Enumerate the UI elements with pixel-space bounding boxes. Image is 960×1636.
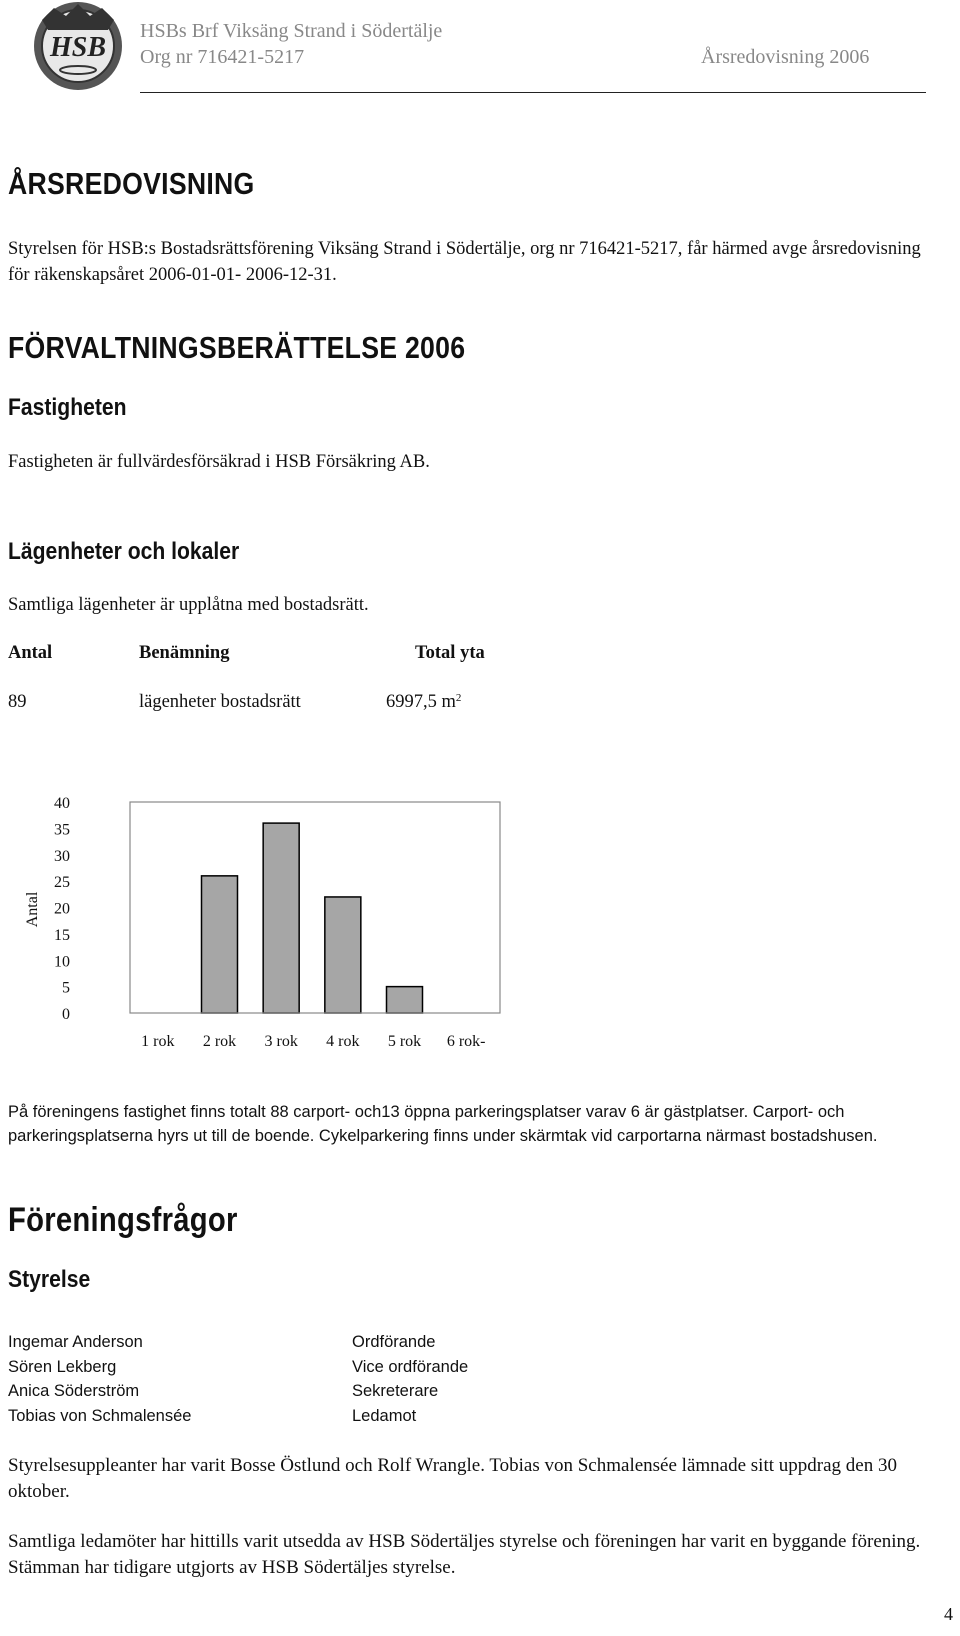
bar-5-rok xyxy=(387,987,423,1013)
lagenheter-text: Samtliga lägenheter är upplåtna med bostadsrätt. xyxy=(8,595,369,615)
board-member-role: Vice ordförande xyxy=(352,1357,469,1376)
y-tick-label: 0 xyxy=(62,1006,70,1023)
svg-text:HSB: HSB xyxy=(49,32,107,63)
header-rule xyxy=(140,92,926,93)
board-member-role: Ordförande xyxy=(352,1333,436,1351)
parking-paragraph: På föreningens fastighet finns totalt 88 carport- och13 öppna parkeringsplatser varav 6 är gästplatser. Carport- och parkeringsplatserna hyrs ut till de boende. Cykelparkering finns under skärmtak vid carportarna närmast bostadshusen. xyxy=(8,1103,878,1145)
board-member-role: Ledamot xyxy=(352,1406,417,1425)
y-tick-label: 40 xyxy=(54,795,70,812)
board-member-name: Anica Söderström xyxy=(8,1382,140,1400)
y-tick-label: 30 xyxy=(54,847,70,865)
x-tick-label: 1 rok xyxy=(141,1033,175,1050)
y-tick-label: 20 xyxy=(54,900,70,918)
page-title: ÅRSREDOVISNING xyxy=(8,166,255,201)
column-total-yta: Total yta xyxy=(415,643,485,663)
x-tick-label: 5 rok xyxy=(387,1033,422,1050)
section-title: FÖRVALTNINGSBERÄTTELSE 2006 xyxy=(8,330,466,365)
y-tick-label: 25 xyxy=(54,874,70,892)
column-benamning: Benämning xyxy=(139,643,230,663)
board-member-role: Sekreterare xyxy=(352,1382,439,1400)
x-tick-label: 4 rok xyxy=(326,1033,360,1050)
y-tick-label: 10 xyxy=(54,953,70,971)
x-tick-label: 2 rok xyxy=(202,1033,237,1050)
x-tick-label: 6 rok- xyxy=(446,1033,486,1050)
styrelse-heading: Styrelse xyxy=(8,1266,91,1293)
header-org-number: Org nr 716421-5217 xyxy=(140,46,305,68)
hsb-logo xyxy=(28,0,128,94)
row-antal: 89 xyxy=(8,692,27,712)
bar-4-rok xyxy=(325,897,361,1013)
fastigheten-text: Fastigheten är fullvärdesförsäkrad i HSB Försäkring AB. xyxy=(8,452,430,472)
bar-3-rok xyxy=(263,823,299,1013)
board-member-name: Ingemar Anderson xyxy=(8,1333,143,1351)
fastigheten-heading: Fastigheten xyxy=(8,394,127,421)
row-benamning: lägenheter bostadsrätt xyxy=(139,692,301,712)
header-document-title: Årsredovisning 2006 xyxy=(701,46,870,68)
column-antal: Antal xyxy=(8,643,53,663)
page-number: 4 xyxy=(944,1604,953,1624)
y-tick-label: 5 xyxy=(62,979,70,997)
y-tick-label: 15 xyxy=(54,926,70,944)
y-axis-label: Antal xyxy=(24,891,41,928)
lagenheter-heading: Lägenheter och lokaler xyxy=(8,538,240,565)
ledamoter-paragraph: Samtliga ledamöter har hittills varit utsedda av HSB Södertäljes styrelse och föreningen har varit en byggande förening. Stämman har tidigare utgjorts av HSB Södertäljes styrelse. xyxy=(8,1531,921,1578)
board-member-name: Tobias von Schmalensée xyxy=(8,1406,192,1425)
intro-paragraph: Styrelsen för HSB:s Bostadsrättsförening Viksäng Strand i Södertälje, org nr 716421-5217, får härmed avge årsredovisning för räkenskapsåret 2006-01-01- 2006-12-31. xyxy=(8,239,921,285)
bar-2-rok xyxy=(202,876,238,1013)
y-tick-label: 35 xyxy=(54,821,70,839)
row-total-yta: 6997,5 $m^2$ xyxy=(386,692,462,712)
area-unit-superscript: 2 xyxy=(455,692,462,704)
suppleanter-paragraph: Styrelsesuppleanter har varit Bosse Östlund och Rolf Wrangle. Tobias von Schmalensée lämnade sitt uppdrag den 30 oktober. xyxy=(8,1455,897,1502)
header-association: HSBs Brf Viksäng Strand i Södertälje xyxy=(140,20,443,42)
plot-area-frame xyxy=(130,802,500,1013)
foreningsfragor-heading: Föreningsfrågor xyxy=(8,1201,238,1239)
x-tick-label: 3 rok xyxy=(264,1033,298,1050)
board-member-name: Sören Lekberg xyxy=(8,1357,117,1376)
room-distribution-chart xyxy=(10,785,510,1055)
